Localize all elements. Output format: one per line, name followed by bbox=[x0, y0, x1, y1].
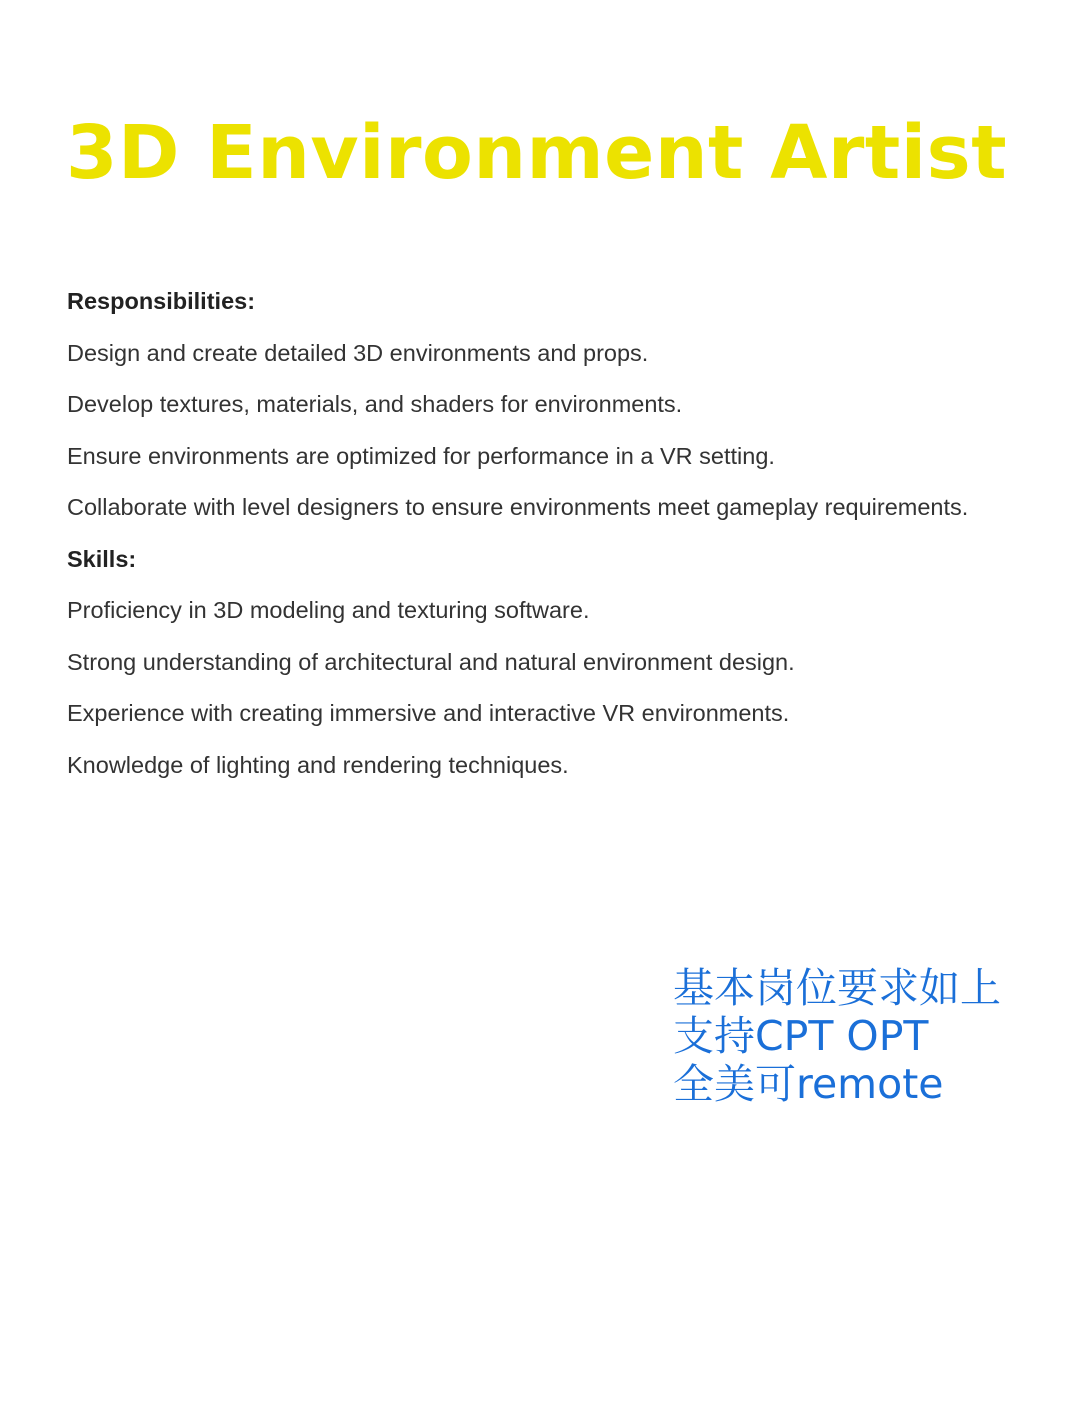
note-line-requirements: 基本岗位要求如上 bbox=[673, 964, 1001, 1012]
job-note bbox=[673, 964, 1001, 1108]
responsibility-item: Ensure environments are optimized for performance in a VR setting. bbox=[67, 442, 775, 469]
job-title: 3D Environment Artist bbox=[66, 110, 1008, 196]
responsibilities-heading: Responsibilities: bbox=[67, 288, 256, 314]
skills-heading: Skills: bbox=[67, 545, 137, 572]
responsibility-item: Design and create detailed 3D environments and props. bbox=[67, 339, 649, 366]
job-description bbox=[67, 276, 1067, 791]
responsibility-item: Collaborate with level designers to ensure environments meet gameplay requirements. bbox=[67, 494, 969, 520]
note-line-remote: 全美可remote bbox=[673, 1060, 944, 1108]
skill-item: Strong understanding of architectural and natural environment design. bbox=[67, 648, 795, 675]
note-line-visa: 支持CPT OPT bbox=[673, 1012, 929, 1060]
skill-item: Knowledge of lighting and rendering techniques. bbox=[67, 751, 569, 778]
responsibility-item: Develop textures, materials, and shaders for environments. bbox=[67, 391, 683, 417]
skill-item: Experience with creating immersive and interactive VR environments. bbox=[67, 700, 790, 726]
skill-item: Proficiency in 3D modeling and texturing software. bbox=[67, 597, 590, 623]
